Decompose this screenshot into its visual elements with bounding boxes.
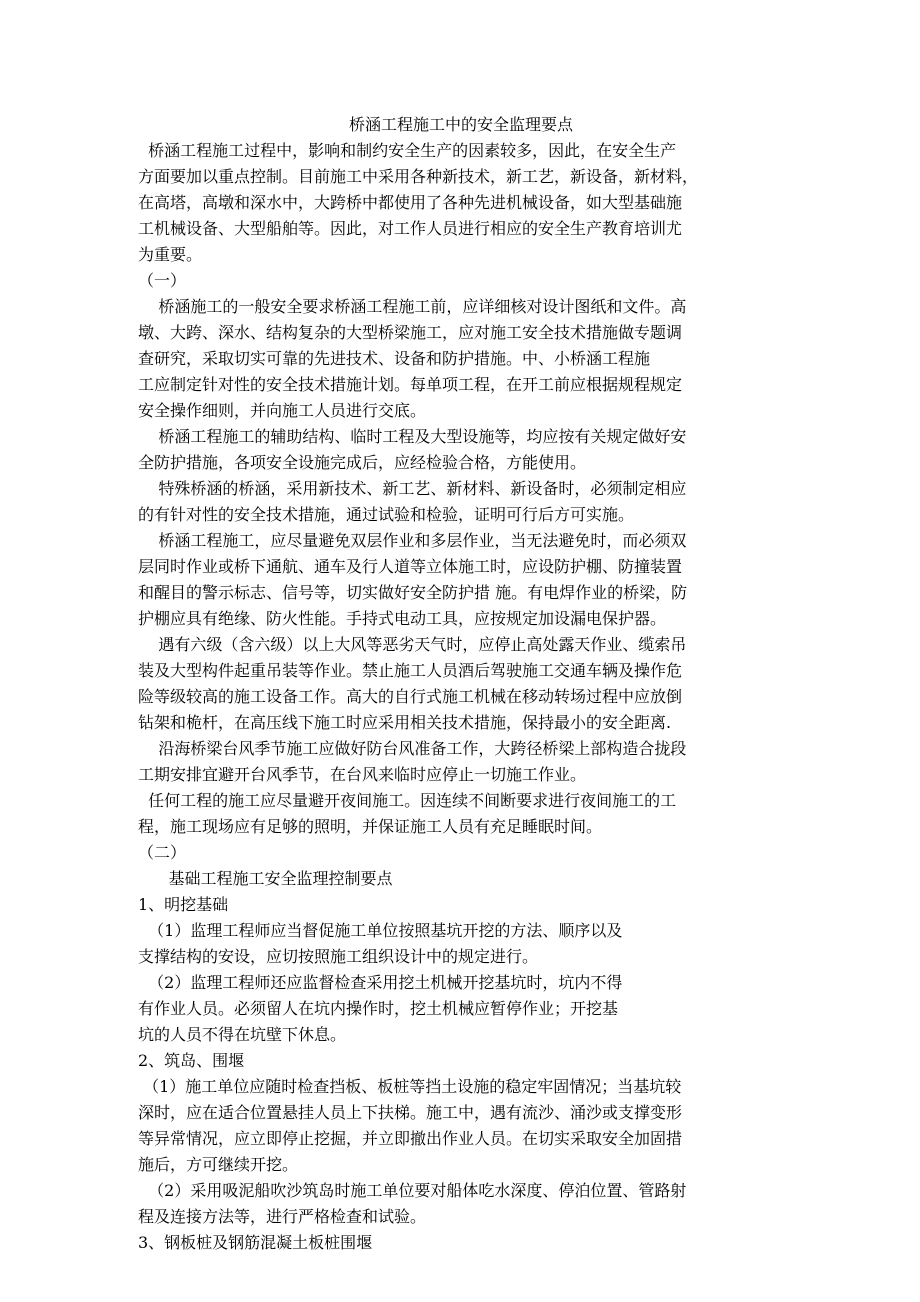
text-line: 等异常情况，应立即停止挖掘，并立即撤出作业人员。在切实采取安全加固措 xyxy=(138,1129,683,1148)
text-line: 桥涵工程施工过程中，影响和制约安全生产的因素较多，因此，在安全生产 xyxy=(138,141,677,160)
text-line: 全防护措施，各项安全设施完成后，应经检验合格，方能使用。 xyxy=(138,453,587,472)
text-line: 特殊桥涵的桥涵，采用新技术、新工艺、新材料、新设备时，必须制定相应 xyxy=(138,479,687,498)
text-line: 的有针对性的安全技术措施，通过试验和检验，证明可行后方可实施。 xyxy=(138,505,635,524)
text-line: （一） xyxy=(138,271,187,290)
text-line: （二） xyxy=(138,843,187,862)
text-line: 工应制定针对性的安全技术措施计划。每单项工程，在开工前应根据规程规定 xyxy=(138,375,683,394)
text-line: 和醒目的警示标志、信号等，切实做好安全防护措 施。有电焊作业的桥梁，防 xyxy=(138,583,688,602)
text-line: 安全操作细则，并向施工人员进行交底。 xyxy=(138,401,427,420)
document-body xyxy=(138,112,784,1256)
text-line: （2）监理工程师还应监督检查采用挖土机械开挖基坑时，坑内不得 xyxy=(138,973,623,992)
text-line: 方面要加以重点控制。目前施工中采用各种新技术，新工艺，新设备，新材料， xyxy=(138,167,699,186)
text-line: （1）监理工程师应当督促施工单位按照基坑开挖的方法、顺序以及 xyxy=(138,921,623,940)
text-line: 2、筑岛、围堰 xyxy=(138,1051,245,1070)
text-line: 施后，方可继续开挖。 xyxy=(138,1155,299,1174)
text-line: 基础工程施工安全监理控制要点 xyxy=(138,869,393,888)
text-line: 程及连接方法等，进行严格检查和试验。 xyxy=(138,1207,427,1226)
text-line: 险等级较高的施工设备工作。高大的自行式施工机械在移动转场过程中应放倒 xyxy=(138,687,683,706)
text-line: （1）施工单位应随时检查挡板、板桩等挡土设施的稳定牢固情况；当基坑较 xyxy=(138,1077,682,1096)
text-line: 桥涵工程施工，应尽量避免双层作业和多层作业，当无法避免时，而必须双 xyxy=(138,531,687,550)
text-line: 桥涵工程施工的辅助结构、临时工程及大型设施等，均应按有关规定做好安 xyxy=(138,427,687,446)
text-line: 装及大型构件起重吊装等作业。禁止施工人员酒后驾驶施工交通车辆及操作危 xyxy=(138,661,683,680)
text-line: 深时，应在适合位置悬挂人员上下扶梯。施工中，遇有流沙、涌沙或支撑变形 xyxy=(138,1103,683,1122)
text-line: 为重要。 xyxy=(138,245,203,264)
text-line: 层同时作业或桥下通航、通车及行人道等立体施工时，应设防护棚、防撞装置 xyxy=(138,557,683,576)
text-line: 任何工程的施工应尽量避开夜间施工。因连续不间断要求进行夜间施工的工 xyxy=(138,791,677,810)
text-line: 沿海桥梁台风季节施工应做好防台风准备工作，大跨径桥梁上部构造合拢段 xyxy=(138,739,687,758)
text-line: 1、明挖基础 xyxy=(138,895,229,914)
text-line: 坑的人员不得在坑壁下休息。 xyxy=(138,1025,347,1044)
text-line: 3、钢板桩及钢筋混凝土板桩围堰 xyxy=(138,1233,373,1252)
text-line: 墩、大跨、深水、结构复杂的大型桥梁施工，应对施工安全技术措施做专题调 xyxy=(138,323,683,342)
text-line: 程，施工现场应有足够的照明，并保证施工人员有充足睡眠时间。 xyxy=(138,817,603,836)
text-line: 支撑结构的安设，应切按照施工组织设计中的规定进行。 xyxy=(138,947,539,966)
text-line: 有作业人员。必须留人在坑内操作时，挖土机械应暂停作业；开挖基 xyxy=(138,999,619,1018)
text-line: （2）采用吸泥船吹沙筑岛时施工单位要对船体吃水深度、停泊位置、管路射 xyxy=(138,1181,687,1200)
paragraph-lines xyxy=(138,138,784,1256)
text-line: 桥涵施工的一般安全要求桥涵工程施工前，应详细核对设计图纸和文件。高 xyxy=(138,297,687,316)
text-line: 查研究，采取切实可靠的先进技术、设备和防护措施。中、小桥涵工程施 xyxy=(138,349,651,368)
text-line: 遇有六级（含六级）以上大风等恶劣天气时，应停止高处露天作业、缆索吊 xyxy=(138,635,687,654)
text-line: 工期安排宜避开台风季节，在台风来临时应停止一切施工作业。 xyxy=(138,765,587,784)
text-line: 钻架和桅杆，在高压线下施工时应采用相关技术措施，保持最小的安全距离. xyxy=(138,713,672,732)
text-line: 工机械设备、大型船舶等。因此，对工作人员进行相应的安全生产教育培训尤 xyxy=(138,219,683,238)
text-line: 护棚应具有绝缘、防火性能。手持式电动工具，应按规定加设漏电保护器。 xyxy=(138,609,667,628)
text-line: 在高塔，高墩和深水中，大跨桥中都使用了各种先进机械设备，如大型基础施 xyxy=(138,193,683,212)
page-title: 桥涵工程施工中的安全监理要点 xyxy=(348,115,573,134)
